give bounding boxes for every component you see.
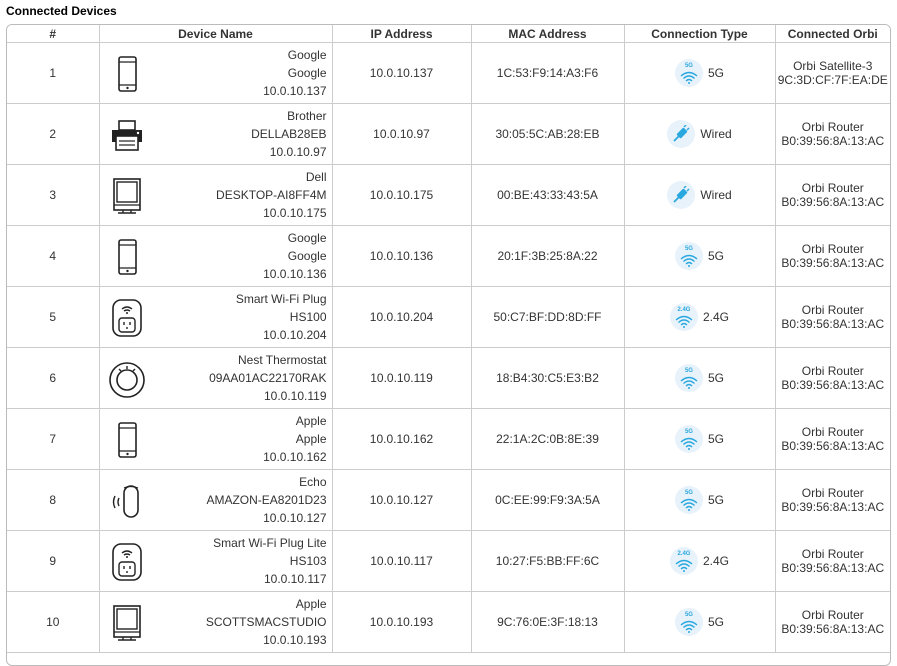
orbi-name: Orbi Router	[801, 486, 864, 500]
connection-type: 5G	[707, 371, 724, 385]
device-name-cell	[99, 43, 332, 104]
row-number: 4	[7, 226, 99, 287]
ip-address: 10.0.10.136	[332, 226, 471, 287]
device-name: HS103	[289, 554, 327, 568]
device-ip-sub: 10.0.10.136	[263, 267, 327, 281]
connected-orbi-cell	[775, 226, 890, 287]
device-ip-sub: 10.0.10.127	[263, 511, 327, 525]
ip-address: 10.0.10.162	[332, 409, 471, 470]
device-name: Google	[287, 66, 327, 80]
connection-badge	[675, 242, 703, 270]
ip-address: 10.0.10.117	[332, 531, 471, 592]
orbi-name: Orbi Router	[801, 242, 864, 256]
band-label: 5G	[684, 429, 693, 435]
orbi-mac: B0:39:56:8A:13:AC	[781, 439, 885, 453]
connected-orbi-cell	[775, 104, 890, 165]
device-brand: Nest Thermostat	[238, 353, 327, 367]
device-ip-sub: 10.0.10.193	[263, 633, 327, 647]
connection-type: Wired	[700, 188, 732, 202]
connection-type: 2.4G	[702, 310, 729, 324]
mac-address: 0C:EE:99:F9:3A:5A	[471, 470, 624, 531]
device-name: HS100	[289, 310, 327, 324]
orbi-name: Orbi Router	[801, 364, 864, 378]
column-header-connected-orbi[interactable]: Connected Orbi	[775, 25, 890, 43]
connected-orbi-cell	[775, 531, 890, 592]
ip-address: 10.0.10.97	[332, 104, 471, 165]
mac-address: 30:05:5C:AB:28:EB	[471, 104, 624, 165]
device-name-cell	[99, 409, 332, 470]
device-ip-sub: 10.0.10.119	[263, 389, 327, 403]
table-row[interactable]	[7, 43, 890, 104]
smart-plug-icon	[108, 543, 146, 581]
device-ip-sub: 10.0.10.162	[263, 450, 327, 464]
device-brand: Google	[287, 231, 327, 245]
phone-icon	[108, 421, 146, 459]
desktop-computer-icon	[108, 177, 146, 215]
column-header-number[interactable]: #	[7, 25, 99, 43]
ethernet-cable-icon	[672, 186, 690, 204]
thermostat-icon	[108, 360, 146, 398]
device-name-cell	[99, 165, 332, 226]
orbi-name: Orbi Router	[801, 120, 864, 134]
column-header-ip-address[interactable]: IP Address	[332, 25, 471, 43]
wifi-24g-icon	[675, 558, 693, 572]
mac-address: 18:B4:30:C5:E3:B2	[471, 348, 624, 409]
table-row[interactable]	[7, 470, 890, 531]
connection-type: 5G	[707, 66, 724, 80]
wifi-5g-icon	[680, 253, 698, 267]
connection-type-cell	[624, 592, 775, 653]
orbi-mac: B0:39:56:8A:13:AC	[781, 134, 885, 148]
ip-address: 10.0.10.175	[332, 165, 471, 226]
device-brand: Apple	[295, 597, 327, 611]
desktop-computer-icon	[108, 604, 146, 642]
orbi-mac: B0:39:56:8A:13:AC	[781, 561, 885, 575]
orbi-name: Orbi Router	[801, 181, 864, 195]
page-title: Connected Devices	[6, 4, 117, 18]
table-header-row	[7, 25, 890, 43]
connection-type: 5G	[707, 493, 724, 507]
device-brand: Smart Wi-Fi Plug	[235, 292, 327, 306]
table-row[interactable]	[7, 348, 890, 409]
connected-orbi-cell	[775, 409, 890, 470]
connection-badge	[675, 486, 703, 514]
table-row[interactable]	[7, 531, 890, 592]
band-label: 5G	[684, 63, 693, 69]
device-brand: Smart Wi-Fi Plug Lite	[213, 536, 327, 550]
connection-type-cell	[624, 409, 775, 470]
connection-badge	[675, 364, 703, 392]
connection-type-cell	[624, 165, 775, 226]
device-name: DELLAB28EB	[251, 127, 327, 141]
smart-plug-icon	[108, 299, 146, 337]
connection-badge	[667, 181, 695, 209]
column-header-device-name[interactable]: Device Name	[99, 25, 332, 43]
orbi-mac: 9C:3D:CF:7F:EA:DE	[777, 73, 888, 87]
band-label: 2.4G	[677, 307, 691, 313]
connected-devices-table	[6, 24, 891, 666]
connection-badge	[667, 120, 695, 148]
device-brand: Dell	[305, 170, 327, 184]
wifi-5g-icon	[680, 375, 698, 389]
connected-orbi-cell	[775, 348, 890, 409]
orbi-name: Orbi Router	[801, 608, 864, 622]
device-name: AMAZON-EA8201D23	[206, 493, 327, 507]
orbi-mac: B0:39:56:8A:13:AC	[781, 195, 885, 209]
phone-icon	[108, 55, 146, 93]
orbi-name: Orbi Router	[801, 425, 864, 439]
mac-address: 22:1A:2C:0B:8E:39	[471, 409, 624, 470]
device-brand: Brother	[287, 109, 327, 123]
table-row[interactable]	[7, 287, 890, 348]
connection-type-cell	[624, 348, 775, 409]
row-number: 8	[7, 470, 99, 531]
column-header-mac-address[interactable]: MAC Address	[471, 25, 624, 43]
table-row[interactable]	[7, 104, 890, 165]
connection-type-cell	[624, 470, 775, 531]
device-ip-sub: 10.0.10.97	[269, 145, 327, 159]
connection-type: 5G	[707, 615, 724, 629]
orbi-mac: B0:39:56:8A:13:AC	[781, 500, 885, 514]
row-number: 2	[7, 104, 99, 165]
connection-badge	[675, 608, 703, 636]
mac-address: 10:27:F5:BB:FF:6C	[471, 531, 624, 592]
connection-badge	[670, 303, 698, 331]
connection-type-cell	[624, 226, 775, 287]
connection-type-cell	[624, 287, 775, 348]
table-row[interactable]	[7, 409, 890, 470]
row-number: 6	[7, 348, 99, 409]
wifi-5g-icon	[680, 70, 698, 84]
ethernet-cable-icon	[672, 125, 690, 143]
row-number: 10	[7, 592, 99, 653]
row-number: 3	[7, 165, 99, 226]
connected-orbi-cell	[775, 165, 890, 226]
connected-orbi-cell	[775, 43, 890, 104]
row-number: 9	[7, 531, 99, 592]
mac-address: 20:1F:3B:25:8A:22	[471, 226, 624, 287]
ip-address: 10.0.10.193	[332, 592, 471, 653]
device-brand: Echo	[299, 475, 327, 489]
connected-orbi-cell	[775, 287, 890, 348]
printer-icon	[108, 116, 146, 154]
mac-address: 00:BE:43:33:43:5A	[471, 165, 624, 226]
row-number: 1	[7, 43, 99, 104]
band-label: 5G	[684, 246, 693, 252]
connection-badge	[675, 425, 703, 453]
column-header-connection-type[interactable]: Connection Type	[624, 25, 775, 43]
device-brand: Apple	[295, 414, 327, 428]
device-name-cell	[99, 226, 332, 287]
device-name-cell	[99, 348, 332, 409]
wifi-24g-icon	[675, 314, 693, 328]
connection-type: 5G	[707, 432, 724, 446]
device-name-cell	[99, 592, 332, 653]
wifi-5g-icon	[680, 619, 698, 633]
connection-type: 2.4G	[702, 554, 729, 568]
orbi-mac: B0:39:56:8A:13:AC	[781, 256, 885, 270]
ip-address: 10.0.10.127	[332, 470, 471, 531]
connection-type-cell	[624, 104, 775, 165]
orbi-name: Orbi Router	[801, 547, 864, 561]
smart-speaker-icon	[108, 482, 146, 520]
mac-address: 50:C7:BF:DD:8D:FF	[471, 287, 624, 348]
orbi-name: Orbi Satellite-3	[793, 59, 873, 73]
device-name-cell	[99, 104, 332, 165]
connection-badge	[670, 547, 698, 575]
band-label: 5G	[684, 368, 693, 374]
connection-type: Wired	[700, 127, 732, 141]
device-name: Google	[287, 249, 327, 263]
band-label: 5G	[684, 490, 693, 496]
ip-address: 10.0.10.119	[332, 348, 471, 409]
band-label: 2.4G	[677, 551, 691, 557]
device-name-cell	[99, 531, 332, 592]
device-name: Apple	[295, 432, 327, 446]
device-ip-sub: 10.0.10.175	[263, 206, 327, 220]
band-label: 5G	[684, 612, 693, 618]
row-number: 5	[7, 287, 99, 348]
connection-type: 5G	[707, 249, 724, 263]
wifi-5g-icon	[680, 497, 698, 511]
orbi-name: Orbi Router	[801, 303, 864, 317]
ip-address: 10.0.10.137	[332, 43, 471, 104]
wifi-5g-icon	[680, 436, 698, 450]
mac-address: 9C:76:0E:3F:18:13	[471, 592, 624, 653]
device-name: 09AA01AC22170RAK	[209, 371, 327, 385]
device-name: SCOTTSMACSTUDIO	[205, 615, 327, 629]
row-number: 7	[7, 409, 99, 470]
connected-orbi-cell	[775, 470, 890, 531]
device-name: DESKTOP-AI8FF4M	[216, 188, 327, 202]
table-row[interactable]	[7, 165, 890, 226]
table-row[interactable]	[7, 226, 890, 287]
connected-orbi-cell	[775, 592, 890, 653]
connection-type-cell	[624, 43, 775, 104]
device-ip-sub: 10.0.10.117	[263, 572, 327, 586]
orbi-mac: B0:39:56:8A:13:AC	[781, 378, 885, 392]
device-brand: Google	[287, 48, 327, 62]
device-ip-sub: 10.0.10.204	[263, 328, 327, 342]
ip-address: 10.0.10.204	[332, 287, 471, 348]
table-row[interactable]	[7, 592, 890, 653]
device-ip-sub: 10.0.10.137	[263, 84, 327, 98]
orbi-mac: B0:39:56:8A:13:AC	[781, 622, 885, 636]
orbi-mac: B0:39:56:8A:13:AC	[781, 317, 885, 331]
device-name-cell	[99, 287, 332, 348]
phone-icon	[108, 238, 146, 276]
mac-address: 1C:53:F9:14:A3:F6	[471, 43, 624, 104]
device-name-cell	[99, 470, 332, 531]
connection-badge	[675, 59, 703, 87]
connection-type-cell	[624, 531, 775, 592]
